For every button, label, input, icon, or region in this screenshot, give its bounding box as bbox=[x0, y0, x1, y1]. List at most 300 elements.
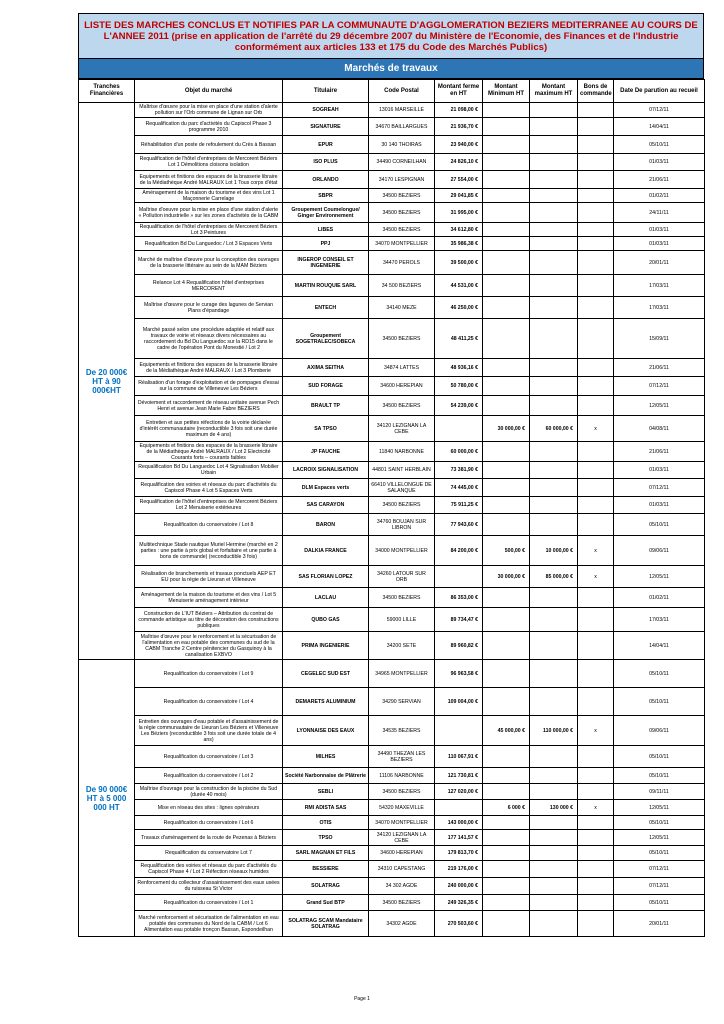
cell-titulaire: PRIMA INGENIERIE bbox=[283, 632, 369, 660]
cell-montant-maximum: 85 000,00 € bbox=[530, 566, 578, 588]
cell-montant-maximum bbox=[530, 171, 578, 189]
cell-code-postal: 34500 BEZIERS bbox=[369, 319, 435, 359]
table-row bbox=[79, 297, 705, 319]
cell-objet: Requalification du conservatoire / Lot 3 bbox=[135, 746, 283, 768]
cell-montant-maximum bbox=[530, 479, 578, 497]
cell-montant-maximum bbox=[530, 275, 578, 297]
cell-titulaire: MILHES bbox=[283, 746, 369, 768]
cell-bons-commande bbox=[578, 608, 614, 632]
cell-titulaire: EPUR bbox=[283, 136, 369, 154]
cell-montant-maximum bbox=[530, 608, 578, 632]
cell-montant-ferme: 21 936,70 € bbox=[435, 118, 483, 136]
cell-montant-ferme: 73 381,90 € bbox=[435, 462, 483, 479]
cell-titulaire: SOLATRAG bbox=[283, 878, 369, 895]
cell-date-parution: 01/02/11 bbox=[614, 189, 705, 203]
cell-date-parution: 05/10/11 bbox=[614, 768, 705, 784]
cell-date-parution: 05/10/11 bbox=[614, 746, 705, 768]
cell-titulaire: SA TPSO bbox=[283, 416, 369, 442]
table-row bbox=[79, 497, 705, 514]
cell-montant-ferme: 86 353,00 € bbox=[435, 588, 483, 608]
cell-bons-commande bbox=[578, 479, 614, 497]
cell-montant-maximum: 60 000,00 € bbox=[530, 416, 578, 442]
cell-bons-commande bbox=[578, 103, 614, 118]
cell-objet: Marché passé selon une procédure adaptée et relatif aux travaux de voirie et réseaux divers nécessaires au raccordement du Bd Du Languedoc sur la RD15 dans le cadre de l'opération Pont du Monestié / Lot 2 bbox=[135, 319, 283, 359]
cell-titulaire: ENTECH bbox=[283, 297, 369, 319]
cell-montant-minimum bbox=[483, 136, 530, 154]
cell-code-postal: 30 140 THOIRAS bbox=[369, 136, 435, 154]
cell-montant-minimum bbox=[483, 816, 530, 830]
cell-bons-commande bbox=[578, 359, 614, 377]
section-header: Marchés de travaux bbox=[78, 59, 704, 79]
cell-date-parution: 01/03/11 bbox=[614, 462, 705, 479]
header-date-parution: Date De parution au recueil bbox=[614, 80, 705, 103]
cell-titulaire: RMI ADISTA SAS bbox=[283, 800, 369, 816]
cell-code-postal: 54320 MAXEVILLE bbox=[369, 800, 435, 816]
cell-code-postal: 34302 AGDE bbox=[369, 911, 435, 937]
cell-montant-maximum bbox=[530, 746, 578, 768]
cell-montant-maximum bbox=[530, 103, 578, 118]
table-row bbox=[79, 377, 705, 396]
table-row bbox=[79, 688, 705, 716]
cell-montant-maximum bbox=[530, 118, 578, 136]
cell-code-postal: 34760 BOUJAN SUR LIBRON bbox=[369, 514, 435, 536]
cell-montant-maximum bbox=[530, 514, 578, 536]
table-row bbox=[79, 566, 705, 588]
cell-objet: Dévoiement et raccordement de réseau unitaire avenue Pech Henri et avenue Jean Marie Fabre BEZIERS bbox=[135, 396, 283, 416]
table-row bbox=[79, 118, 705, 136]
cell-code-postal: 34120 LEZIGNAN LA CEBE bbox=[369, 830, 435, 846]
header-code-postal: Code Postal bbox=[369, 80, 435, 103]
cell-montant-maximum: 110 000,00 € bbox=[530, 716, 578, 746]
cell-bons-commande bbox=[578, 319, 614, 359]
cell-montant-minimum bbox=[483, 878, 530, 895]
cell-objet: Requalification du conservatoire / Lot 4 bbox=[135, 688, 283, 716]
header-montant-maximum: Montant maximum HT bbox=[530, 80, 578, 103]
cell-date-parution: 05/10/11 bbox=[614, 688, 705, 716]
document-sheet bbox=[78, 13, 704, 937]
cell-titulaire: Groupement Coumelongue/ Ginger Environnement bbox=[283, 203, 369, 223]
cell-date-parution: 17/03/11 bbox=[614, 275, 705, 297]
cell-code-postal: 34500 BEZIERS bbox=[369, 588, 435, 608]
table-row bbox=[79, 861, 705, 878]
cell-montant-ferme: 50 780,00 € bbox=[435, 377, 483, 396]
cell-montant-ferme: 46 250,00 € bbox=[435, 297, 483, 319]
cell-montant-ferme: 23 940,00 € bbox=[435, 136, 483, 154]
cell-code-postal: 34500 BEZIERS bbox=[369, 189, 435, 203]
cell-objet: Multitechnique Stade nautique Muriel Hermine (marché en 2 parties : une partie à prix global et forfaitaire et une partie à bons de commande) (reconductible 3 fois) bbox=[135, 536, 283, 566]
table-row bbox=[79, 608, 705, 632]
cell-date-parution: 01/03/11 bbox=[614, 154, 705, 171]
cell-montant-minimum bbox=[483, 189, 530, 203]
contracts-table bbox=[78, 79, 705, 937]
cell-bons-commande: x bbox=[578, 800, 614, 816]
cell-date-parution: 01/02/11 bbox=[614, 588, 705, 608]
table-row bbox=[79, 462, 705, 479]
cell-date-parution: 17/03/11 bbox=[614, 297, 705, 319]
cell-objet: Renforcement du collecteur d'assainissement des eaux usées du ruisseau St Victor bbox=[135, 878, 283, 895]
cell-objet: Requalification du conservatoire / Lot 1 bbox=[135, 895, 283, 911]
table-row bbox=[79, 223, 705, 237]
table-row bbox=[79, 442, 705, 462]
cell-montant-maximum bbox=[530, 688, 578, 716]
cell-titulaire: INGEROP CONSEIL ET INGENIERIE bbox=[283, 251, 369, 275]
table-row bbox=[79, 359, 705, 377]
cell-montant-minimum: 45 000,00 € bbox=[483, 716, 530, 746]
cell-titulaire: TPSO bbox=[283, 830, 369, 846]
cell-date-parution: 07/12/11 bbox=[614, 878, 705, 895]
cell-montant-minimum bbox=[483, 784, 530, 800]
table-row bbox=[79, 136, 705, 154]
cell-titulaire: LACROIX SIGNALISATION bbox=[283, 462, 369, 479]
cell-titulaire: BARON bbox=[283, 514, 369, 536]
cell-bons-commande bbox=[578, 154, 614, 171]
cell-objet: Requalification des voiries et réseaux du parc d'activités du Capiscol Phase 4 / Lot 2 Réfection réseaux humides bbox=[135, 861, 283, 878]
cell-montant-minimum: 6 000 € bbox=[483, 800, 530, 816]
cell-code-postal: 11106 NARBONNE bbox=[369, 768, 435, 784]
cell-bons-commande bbox=[578, 275, 614, 297]
cell-objet: Equipements et finitions des espaces de la brasserie libraire de la Médiathèque André MALRAUX Lot 1 Tous corps d'état bbox=[135, 171, 283, 189]
table-row bbox=[79, 632, 705, 660]
cell-objet: Requalification du conservatoire Lot 7 bbox=[135, 846, 283, 861]
cell-code-postal: 34500 BEZIERS bbox=[369, 895, 435, 911]
cell-montant-maximum bbox=[530, 895, 578, 911]
table-row bbox=[79, 816, 705, 830]
cell-date-parution: 12/05/11 bbox=[614, 830, 705, 846]
cell-code-postal: 34260 LATOUR SUR ORB bbox=[369, 566, 435, 588]
cell-montant-ferme: 84 200,00 € bbox=[435, 536, 483, 566]
cell-montant-minimum bbox=[483, 588, 530, 608]
cell-code-postal: 34500 BEZIERS bbox=[369, 203, 435, 223]
cell-montant-maximum bbox=[530, 396, 578, 416]
cell-date-parution: 05/10/11 bbox=[614, 895, 705, 911]
cell-titulaire: CEGELEC SUD EST bbox=[283, 660, 369, 688]
cell-montant-ferme: 96 963,58 € bbox=[435, 660, 483, 688]
cell-montant-ferme: 143 000,00 € bbox=[435, 816, 483, 830]
cell-titulaire: DEMARETS ALUMINIUM bbox=[283, 688, 369, 716]
cell-titulaire: Société Narbonnaise de Plâtrerie bbox=[283, 768, 369, 784]
cell-objet: Entretien des ouvrages d'eau potable et d'assainissement de la régie communautaire de Lieuran Les Béziers et Villeneuve Les Béziers (reconductible 3 fois soit une durée totale de 4 ans) bbox=[135, 716, 283, 746]
cell-montant-minimum bbox=[483, 359, 530, 377]
cell-date-parution: 21/06/11 bbox=[614, 442, 705, 462]
cell-titulaire: BRAULT TP bbox=[283, 396, 369, 416]
tranche-label: De 90 000€ HT à 5 000 000 HT bbox=[79, 660, 135, 937]
cell-bons-commande bbox=[578, 377, 614, 396]
table-row bbox=[79, 911, 705, 937]
cell-code-postal: 34500 BEZIERS bbox=[369, 497, 435, 514]
cell-date-parution: 09/06/11 bbox=[614, 716, 705, 746]
cell-montant-ferme bbox=[435, 416, 483, 442]
cell-montant-maximum bbox=[530, 911, 578, 937]
cell-montant-maximum bbox=[530, 861, 578, 878]
cell-montant-maximum bbox=[530, 878, 578, 895]
cell-titulaire: LYONNAISE DES EAUX bbox=[283, 716, 369, 746]
cell-objet: Réalisation d'un forage d'exploitation et de pompages d'essai sur la commune de Villeneuve Les Béziers bbox=[135, 377, 283, 396]
cell-code-postal: 34470 PEROLS bbox=[369, 251, 435, 275]
cell-montant-maximum: 130 000 € bbox=[530, 800, 578, 816]
cell-titulaire: MARTIN ROUQUIE SARL bbox=[283, 275, 369, 297]
cell-date-parution: 07/12/11 bbox=[614, 479, 705, 497]
cell-bons-commande bbox=[578, 136, 614, 154]
cell-date-parution: 24/11/11 bbox=[614, 203, 705, 223]
cell-date-parution: 09/11/11 bbox=[614, 784, 705, 800]
cell-montant-ferme: 109 004,00 € bbox=[435, 688, 483, 716]
cell-montant-maximum bbox=[530, 237, 578, 251]
header-bons-commande: Bons de commande bbox=[578, 80, 614, 103]
cell-bons-commande bbox=[578, 462, 614, 479]
cell-code-postal: 34500 BEZIERS bbox=[369, 396, 435, 416]
cell-montant-minimum bbox=[483, 223, 530, 237]
cell-objet: Réalisation de branchements et travaux ponctuels AEP ET EU pour la régie de Lieuran et Villeneuve bbox=[135, 566, 283, 588]
cell-titulaire: Grand Sud BTP bbox=[283, 895, 369, 911]
cell-objet: Equipements et finitions des espaces de la brasserie libraire de la Médiathèque André MALRAUX / Lot 3 Plomberie bbox=[135, 359, 283, 377]
cell-titulaire: JP FAUCHE bbox=[283, 442, 369, 462]
cell-montant-ferme: 270 503,60 € bbox=[435, 911, 483, 937]
cell-titulaire: SBPR bbox=[283, 189, 369, 203]
cell-montant-ferme: 89 734,47 € bbox=[435, 608, 483, 632]
cell-objet: Equipements et finitions des espaces de la brasserie libraire de la Médiathèque André MALRAUX / Lot 2 Electricité Courants forts – courants faibles bbox=[135, 442, 283, 462]
cell-date-parution: 21/06/11 bbox=[614, 171, 705, 189]
cell-bons-commande bbox=[578, 171, 614, 189]
cell-montant-minimum bbox=[483, 830, 530, 846]
cell-bons-commande bbox=[578, 911, 614, 937]
cell-montant-minimum: 500,00 € bbox=[483, 536, 530, 566]
cell-montant-ferme: 60 000,00 € bbox=[435, 442, 483, 462]
cell-montant-minimum bbox=[483, 237, 530, 251]
cell-code-postal: 34600 HEREPIAN bbox=[369, 846, 435, 861]
cell-date-parution: 20/01/11 bbox=[614, 911, 705, 937]
cell-code-postal: 11840 NARBONNE bbox=[369, 442, 435, 462]
cell-montant-minimum: 30 000,00 € bbox=[483, 416, 530, 442]
cell-bons-commande bbox=[578, 895, 614, 911]
cell-montant-minimum bbox=[483, 154, 530, 171]
cell-objet: Requalification du conservatoire / Lot 8 bbox=[135, 514, 283, 536]
cell-titulaire: SEBLI bbox=[283, 784, 369, 800]
cell-objet: Mise en réseau des sites : lignes opérateurs bbox=[135, 800, 283, 816]
cell-montant-minimum bbox=[483, 479, 530, 497]
cell-objet: Requalification de l'hôtel d'entreprises de Mercorent Béziers Lot 2 Menuiserie extérieures bbox=[135, 497, 283, 514]
cell-montant-maximum bbox=[530, 251, 578, 275]
cell-date-parution: 01/03/11 bbox=[614, 237, 705, 251]
cell-montant-minimum bbox=[483, 895, 530, 911]
cell-montant-minimum bbox=[483, 251, 530, 275]
cell-montant-maximum bbox=[530, 359, 578, 377]
cell-montant-minimum bbox=[483, 514, 530, 536]
cell-titulaire: SAS FLORIAN LOPEZ bbox=[283, 566, 369, 588]
cell-montant-minimum bbox=[483, 497, 530, 514]
cell-date-parution: 05/10/11 bbox=[614, 816, 705, 830]
cell-montant-maximum bbox=[530, 442, 578, 462]
cell-montant-ferme: 74 445,00 € bbox=[435, 479, 483, 497]
cell-montant-ferme: 39 500,00 € bbox=[435, 251, 483, 275]
cell-montant-maximum bbox=[530, 830, 578, 846]
cell-objet: Travaux d'aménagement de la route de Pezenas à Béziers bbox=[135, 830, 283, 846]
table-row bbox=[79, 275, 705, 297]
cell-titulaire: SOLATRAG SCAM Mandataire SOLATRAG bbox=[283, 911, 369, 937]
cell-code-postal: 66410 VILLELONGUE DE SALANQUE bbox=[369, 479, 435, 497]
cell-montant-maximum bbox=[530, 768, 578, 784]
table-row bbox=[79, 536, 705, 566]
cell-code-postal: 34490 THEZAN LES BEZIERS bbox=[369, 746, 435, 768]
cell-montant-maximum bbox=[530, 846, 578, 861]
table-row bbox=[79, 746, 705, 768]
cell-titulaire: DALKIA FRANCE bbox=[283, 536, 369, 566]
cell-objet: Requalification du conservatoire / Lot 2 bbox=[135, 768, 283, 784]
cell-montant-minimum bbox=[483, 846, 530, 861]
cell-bons-commande bbox=[578, 861, 614, 878]
cell-code-postal: 34070 MONTPELLIER bbox=[369, 816, 435, 830]
table-header-row bbox=[79, 80, 705, 103]
cell-montant-ferme: 110 067,91 € bbox=[435, 746, 483, 768]
cell-titulaire: PPJ bbox=[283, 237, 369, 251]
cell-objet: Maîtrise d'ouvrage pour la construction de la piscine du Sud (durée 40 mois) bbox=[135, 784, 283, 800]
cell-montant-minimum bbox=[483, 118, 530, 136]
cell-montant-maximum bbox=[530, 377, 578, 396]
cell-montant-ferme: 127 020,00 € bbox=[435, 784, 483, 800]
header-objet: Objet du marché bbox=[135, 80, 283, 103]
cell-code-postal: 34140 MEZE bbox=[369, 297, 435, 319]
cell-montant-ferme bbox=[435, 566, 483, 588]
cell-bons-commande bbox=[578, 497, 614, 514]
cell-objet: Requalification de l'hôtel d'entreprises de Mercorent Béziers Lot 3 Peintures bbox=[135, 223, 283, 237]
cell-code-postal: 34170 LESPIGNAN bbox=[369, 171, 435, 189]
cell-objet: Entretien et aux petites réfections de la voirie déclarée d'intérêt communautaire (reconductible 3 fois soit une durée maximum de 4 ans) bbox=[135, 416, 283, 442]
cell-montant-ferme: 31 995,00 € bbox=[435, 203, 483, 223]
cell-montant-ferme: 179 813,70 € bbox=[435, 846, 483, 861]
header-titulaire: Titulaire bbox=[283, 80, 369, 103]
cell-montant-maximum bbox=[530, 660, 578, 688]
cell-montant-minimum bbox=[483, 911, 530, 937]
cell-bons-commande bbox=[578, 816, 614, 830]
table-row bbox=[79, 846, 705, 861]
header-montant-minimum: Montant Minimum HT bbox=[483, 80, 530, 103]
cell-montant-ferme: 35 986,38 € bbox=[435, 237, 483, 251]
cell-montant-minimum bbox=[483, 103, 530, 118]
cell-date-parution: 15/09/11 bbox=[614, 319, 705, 359]
cell-bons-commande bbox=[578, 297, 614, 319]
cell-bons-commande bbox=[578, 514, 614, 536]
cell-objet: Requalification du conservatoire / Lot 9 bbox=[135, 660, 283, 688]
cell-montant-maximum bbox=[530, 588, 578, 608]
cell-objet: Marché renforcement et sécurisation de l'alimentation en eau potable des communes du Nord de la CABM / Lot 6 Alimentation eau potable tronçon Bassan, Espondeilhan bbox=[135, 911, 283, 937]
cell-montant-ferme: 44 531,00 € bbox=[435, 275, 483, 297]
table-row bbox=[79, 171, 705, 189]
cell-date-parution: 05/10/11 bbox=[614, 514, 705, 536]
cell-code-postal: 13016 MARSEILLE bbox=[369, 103, 435, 118]
cell-code-postal: 34120 LEZIGNAN LA CEBE bbox=[369, 416, 435, 442]
cell-date-parution: 14/04/11 bbox=[614, 118, 705, 136]
cell-objet: Requalification du conservatoire / Lot 6 bbox=[135, 816, 283, 830]
cell-bons-commande bbox=[578, 396, 614, 416]
cell-titulaire: SUD FORAGE bbox=[283, 377, 369, 396]
cell-montant-minimum bbox=[483, 396, 530, 416]
cell-montant-ferme: 48 936,16 € bbox=[435, 359, 483, 377]
cell-titulaire: OTIS bbox=[283, 816, 369, 830]
cell-date-parution: 01/03/11 bbox=[614, 223, 705, 237]
cell-montant-ferme bbox=[435, 716, 483, 746]
cell-titulaire: SOGREAH bbox=[283, 103, 369, 118]
cell-titulaire: SAS CARAYON bbox=[283, 497, 369, 514]
table-row bbox=[79, 237, 705, 251]
cell-montant-minimum bbox=[483, 608, 530, 632]
cell-objet: Maîtrise d'œuvre pour le renforcement et la sécurisation de l'alimentation en eau potable des communes du sud de la CABM Tranche 2 Centre pénitencier du Gasquinoy à la canalisation EXBVO bbox=[135, 632, 283, 660]
cell-montant-ferme bbox=[435, 800, 483, 816]
cell-date-parution: 12/05/11 bbox=[614, 396, 705, 416]
page-footer: Page 1 bbox=[354, 996, 370, 1002]
cell-montant-minimum bbox=[483, 377, 530, 396]
cell-bons-commande: x bbox=[578, 536, 614, 566]
cell-code-postal: 34070 MONTPELLIER bbox=[369, 237, 435, 251]
cell-objet: Réhabilitation d'un poste de refoulement du Crès à Bassan bbox=[135, 136, 283, 154]
cell-montant-ferme: 249 326,35 € bbox=[435, 895, 483, 911]
cell-date-parution: 17/03/11 bbox=[614, 608, 705, 632]
cell-objet: Maîtrise d'œuvre pour le curage des lagunes de Servian Plans d'épandage bbox=[135, 297, 283, 319]
document-title: LISTE DES MARCHES CONCLUS ET NOTIFIES PAR LA COMMUNAUTE D'AGGLOMERATION BEZIERS MEDITERRANEE AU COURS DE L'ANNEE 2011 (prise en application de l'arrêté du 29 décembre 2007 du Ministère de l'Economie, des Finances et de l'Industrie conformément aux articles 133 et 175 du Code des Marchés Publics) bbox=[78, 13, 704, 59]
cell-titulaire: Groupement SOGETRALEC/SOBECA bbox=[283, 319, 369, 359]
cell-titulaire: BESSIERE bbox=[283, 861, 369, 878]
cell-montant-maximum bbox=[530, 154, 578, 171]
cell-objet: Maîtrise d'œuvre pour la mise en place d'une station d'alerte pollution sur l'Orb commune de Lignan sur Orb bbox=[135, 103, 283, 118]
tranche-label: De 20 000€ HT à 90 000€HT bbox=[79, 103, 135, 660]
table-row bbox=[79, 479, 705, 497]
cell-code-postal: 34874 LATTES bbox=[369, 359, 435, 377]
cell-bons-commande bbox=[578, 189, 614, 203]
cell-objet: Construction de L'IUT Béziers – Attribution du contrat de commande artistique au titre de décoration des constructions publiques bbox=[135, 608, 283, 632]
table-row bbox=[79, 830, 705, 846]
table-row bbox=[79, 878, 705, 895]
cell-code-postal: 34490 CORNEILHAN bbox=[369, 154, 435, 171]
cell-date-parution: 05/10/11 bbox=[614, 660, 705, 688]
table-row bbox=[79, 251, 705, 275]
table-row bbox=[79, 514, 705, 536]
table-row bbox=[79, 416, 705, 442]
cell-montant-ferme: 177 141,57 € bbox=[435, 830, 483, 846]
cell-code-postal: 34 500 BEZIERS bbox=[369, 275, 435, 297]
table-row bbox=[79, 103, 705, 118]
cell-code-postal: 34 302 AGDE bbox=[369, 878, 435, 895]
cell-bons-commande bbox=[578, 237, 614, 251]
cell-titulaire: LACLAU bbox=[283, 588, 369, 608]
cell-montant-ferme: 54 239,00 € bbox=[435, 396, 483, 416]
cell-bons-commande bbox=[578, 768, 614, 784]
cell-code-postal: 34670 BAILLARGUES bbox=[369, 118, 435, 136]
header-tranches: Tranches Financières bbox=[79, 80, 135, 103]
table-row bbox=[79, 716, 705, 746]
table-row bbox=[79, 660, 705, 688]
cell-code-postal: 34535 BEZIERS bbox=[369, 716, 435, 746]
cell-montant-minimum bbox=[483, 171, 530, 189]
cell-titulaire: LIBES bbox=[283, 223, 369, 237]
cell-montant-ferme: 21 098,00 € bbox=[435, 103, 483, 118]
cell-bons-commande bbox=[578, 688, 614, 716]
cell-code-postal: 34000 MONTPELLIER bbox=[369, 536, 435, 566]
cell-bons-commande bbox=[578, 223, 614, 237]
table-row bbox=[79, 768, 705, 784]
cell-titulaire: ORLANDO bbox=[283, 171, 369, 189]
cell-montant-maximum bbox=[530, 497, 578, 514]
cell-date-parution: 07/12/11 bbox=[614, 103, 705, 118]
cell-code-postal: 34965 MONTPELLIER bbox=[369, 660, 435, 688]
cell-bons-commande: x bbox=[578, 716, 614, 746]
cell-bons-commande bbox=[578, 878, 614, 895]
cell-bons-commande bbox=[578, 830, 614, 846]
cell-bons-commande bbox=[578, 118, 614, 136]
cell-montant-minimum bbox=[483, 660, 530, 688]
cell-date-parution: 01/03/11 bbox=[614, 497, 705, 514]
cell-montant-ferme: 121 730,81 € bbox=[435, 768, 483, 784]
cell-montant-minimum: 30 000,00 € bbox=[483, 566, 530, 588]
cell-bons-commande bbox=[578, 203, 614, 223]
cell-bons-commande bbox=[578, 588, 614, 608]
